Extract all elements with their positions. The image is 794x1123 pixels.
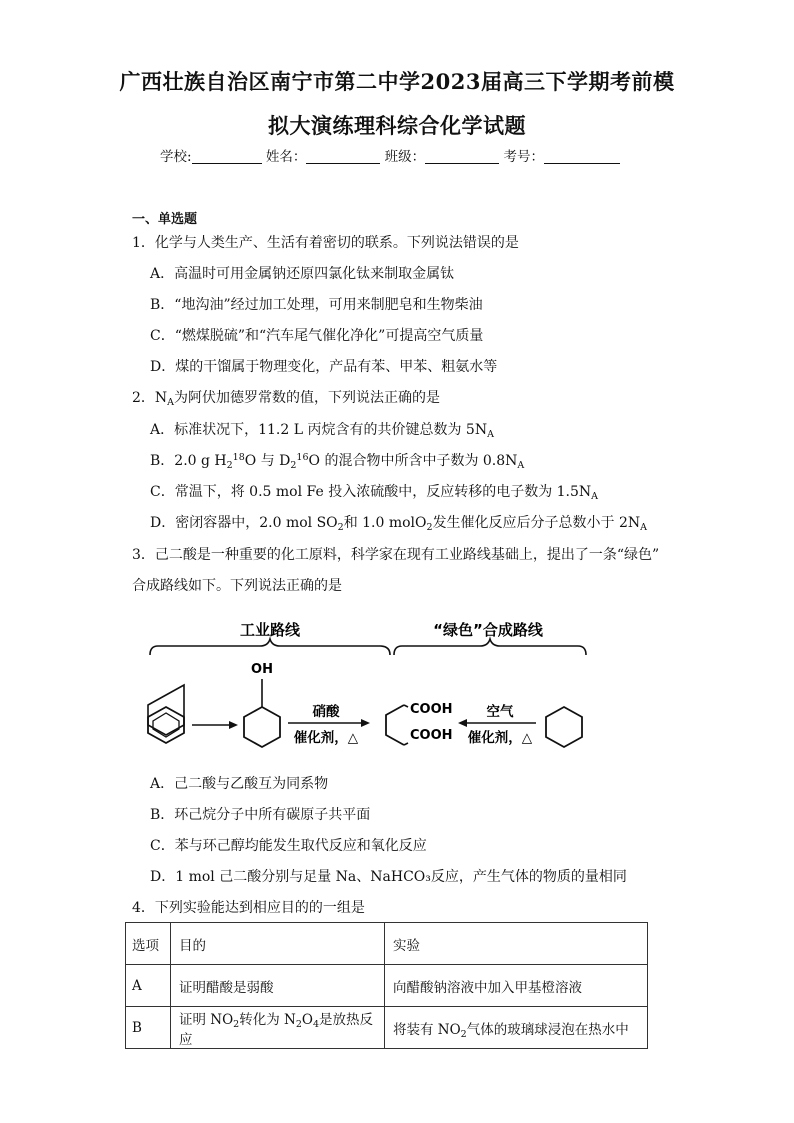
table-row — [126, 965, 648, 1007]
header-aim: 目的 — [171, 923, 385, 965]
q2-d-text3: 发生催化反应后分子总数小于 2N — [432, 515, 641, 531]
row-b-aim-sub2: 2 — [295, 1018, 302, 1030]
header-experiment: 实验 — [385, 923, 648, 965]
q3-option-c: C．苯与环己醇均能发生取代反应和氧化反应 — [150, 838, 427, 854]
green-brace — [394, 639, 586, 655]
reagent-catalyst-heat-2: 催化剂，△ — [467, 730, 533, 746]
exam-no-label: 考号： — [503, 149, 544, 165]
name-blank[interactable] — [306, 149, 380, 164]
benzene-structure — [148, 685, 184, 743]
q2-b-text2: O 与 D — [244, 453, 291, 469]
q2-b-suba: A — [517, 460, 525, 471]
row-a-experiment: 向醋酸钠溶液中加入甲基橙溶液 — [385, 965, 648, 1007]
row-b-exp-text2: 气体的玻璃球浸泡在热水中 — [466, 1021, 629, 1038]
row-b-aim-text1: 证明 NO — [179, 1011, 234, 1028]
q1-option-d: D．煤的干馏属于物理变化，产品有苯、甲苯、粗氨水等 — [150, 359, 498, 375]
q2-option-c — [150, 482, 598, 502]
carboxyl-label-bottom: COOH — [410, 728, 453, 743]
header-option: 选项 — [126, 923, 171, 965]
cyclohexane-structure — [546, 707, 582, 747]
reagent-air: 空气 — [486, 704, 514, 720]
row-b-exp-text1: 将装有 NO — [393, 1021, 461, 1038]
table-row — [126, 1007, 648, 1049]
carboxyl-label-top: COOH — [410, 702, 453, 717]
q1-stem: 1．化学与人类生产、生活有着密切的联系。下列说法错误的是 — [132, 235, 519, 251]
row-b-experiment — [385, 1007, 648, 1049]
exam-title-line1: 广西壮族自治区南宁市第二中学2023届高三下学期考前模 — [119, 69, 675, 94]
green-route-label: “绿色”合成路线 — [433, 621, 543, 639]
q2-a-sub: A — [487, 429, 494, 440]
class-label: 班级： — [384, 149, 426, 165]
q2-stem-text: 为阿伏加德罗常数的值，下列说法正确的是 — [174, 390, 441, 406]
q3-option-a: A．己二酸与乙酸互为同系物 — [150, 776, 329, 792]
q2-b-sub2: 2 — [226, 460, 233, 471]
row-b-aim — [171, 1007, 385, 1049]
q2-a-text: A．标准状况下，11.2 L 丙烷含有的共价键总数为 5N — [150, 422, 488, 438]
arrow-head-3 — [458, 719, 467, 727]
row-b-aim-text2: 转化为 N — [239, 1011, 296, 1028]
exam-title-line2: 拟大演练理科综合化学试题 — [268, 113, 526, 138]
q2-option-b — [150, 451, 524, 471]
reagent-catalyst-heat-1: 催化剂，△ — [293, 730, 359, 746]
row-a-option: A — [126, 965, 171, 1007]
q3-option-b: B．环己烷分子中所有碳原子共平面 — [150, 807, 371, 823]
exam-no-blank[interactable] — [544, 149, 620, 164]
industrial-route-label: 工业路线 — [239, 621, 301, 639]
row-b-aim-text3: O — [301, 1011, 313, 1028]
q2-option-d — [150, 513, 647, 533]
arrow-head-1 — [229, 721, 238, 729]
q2-b-text3: O 的混合物中所含中子数为 0.8N — [308, 453, 518, 469]
cyclohexanol-structure — [244, 679, 280, 747]
arrow-head-2 — [361, 719, 370, 727]
student-info-row — [160, 145, 620, 165]
reagent-nitric-acid: 硝酸 — [312, 704, 340, 720]
q4-stem: 4．下列实验能达到相应目的的一组是 — [132, 900, 365, 916]
row-b-exp-sub: 2 — [460, 1028, 467, 1040]
q2-d-suba: A — [640, 522, 648, 533]
class-blank[interactable] — [425, 149, 499, 164]
name-label: 姓名： — [265, 149, 307, 165]
hydroxyl-label: OH — [251, 662, 273, 677]
synthesis-scheme — [140, 615, 600, 755]
row-b-aim-sub1: 2 — [233, 1018, 240, 1030]
q3-stem-line2: 合成路线如下。下列说法正确的是 — [132, 578, 342, 594]
school-blank[interactable] — [192, 149, 262, 164]
q2-d-text2: 和 1.0 molO — [343, 515, 427, 531]
row-b-option: B — [126, 1007, 171, 1049]
q1-option-a: A．高温时可用金属钠还原四氯化钛来制取金属钛 — [150, 266, 455, 282]
q2-b-sub2b: 2 — [290, 460, 297, 471]
industrial-brace — [150, 639, 390, 655]
adipic-acid-structure — [386, 705, 408, 745]
q3-stem-line1: 3．己二酸是一种重要的化工原料，科学家在现有工业路线基础上，提出了一条“绿色” — [132, 547, 660, 563]
table-header-row — [126, 923, 648, 965]
q1-option-c: C．“燃煤脱硫”和“汽车尾气催化净化”可提高空气质量 — [150, 328, 484, 344]
section-title: 一、单选题 — [132, 212, 198, 227]
q2-option-a — [150, 420, 494, 440]
row-b-aim-sub3: 4 — [312, 1018, 319, 1030]
q2-d-sub1: 2 — [337, 522, 344, 533]
q2-stem — [132, 388, 440, 408]
q2-d-text1: D．密闭容器中，2.0 mol SO — [150, 515, 338, 531]
q2-b-sup18: 18 — [232, 452, 245, 463]
q3-option-d: D．1 mol 己二酸分别与足量 Na、NaHCO₃反应，产生气体的物质的量相同 — [150, 869, 627, 885]
q2-c-sub: A — [591, 491, 599, 502]
school-label: 学校: — [160, 149, 192, 165]
q2-d-sub2: 2 — [426, 522, 433, 533]
avogadro-subscript: A — [167, 397, 175, 408]
q4-table — [125, 922, 648, 1049]
q2-b-text1: B．2.0 g H — [150, 453, 227, 469]
q2-number: 2． — [132, 390, 155, 406]
q1-option-b: B．“地沟油”经过加工处理，可用来制肥皂和生物柴油 — [150, 297, 483, 313]
row-a-aim: 证明醋酸是弱酸 — [171, 965, 385, 1007]
q2-c-text: C．常温下，将 0.5 mol Fe 投入浓硫酸中，反应转移的电子数为 1.5N — [150, 484, 592, 500]
row-b-aim-text4: 是放热反应 — [179, 1011, 373, 1048]
q2-b-sup16: 16 — [296, 452, 309, 463]
avogadro-symbol: N — [154, 390, 168, 406]
